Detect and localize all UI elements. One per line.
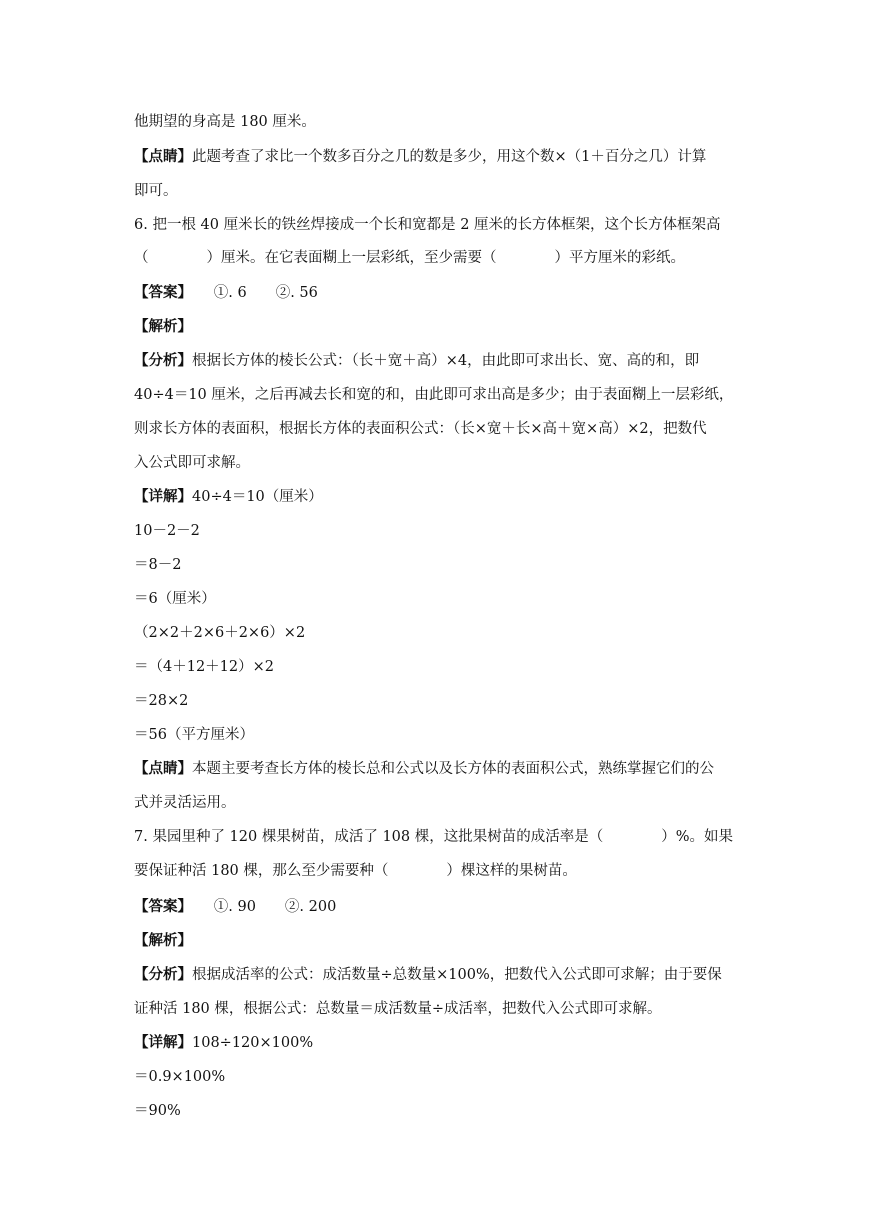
question-line <box>134 827 744 847</box>
answer-line <box>134 283 744 303</box>
math-line <box>134 1067 744 1087</box>
section-label: 【点睛】 <box>134 760 192 777</box>
line-text: ＝8－2 <box>134 557 182 573</box>
section-label: 【答案】 <box>134 284 185 301</box>
text-line <box>134 419 744 439</box>
line-text: ＝6（厘米） <box>134 591 216 607</box>
section-label: 【答案】 <box>134 898 185 915</box>
line-text: 本题主要考查长方体的棱长总和公式以及长方体的表面积公式，熟练掌握它们的公 <box>192 761 714 777</box>
line-text: 7. 果园里种了 120 棵果树苗，成活了 108 棵，这批果树苗的成活率是（ ）%。如果 <box>134 829 734 845</box>
line-text: ＝（4＋12＋12）×2 <box>134 659 275 675</box>
line-text: 根据长方体的棱长公式：（长＋宽＋高）×4，由此即可求出长、宽、高的和，即 <box>192 353 700 369</box>
line-text: 即可。 <box>134 183 178 199</box>
math-line <box>134 555 744 575</box>
section-label: 【详解】 <box>134 488 192 505</box>
question-line <box>134 248 744 268</box>
line-text: 6. 把一根 40 厘米长的铁丝焊接成一个长和宽都是 2 厘米的长方体框架，这个长方体框架高 <box>134 217 721 233</box>
question-line <box>134 215 744 235</box>
line-text: ＝90% <box>134 1103 181 1119</box>
line-text: 证种活 180 棵，根据公式：总数量＝成活数量÷成活率，把数代入公式即可求解。 <box>134 1001 662 1017</box>
text-line <box>134 351 744 371</box>
section-label: 【分析】 <box>134 966 192 983</box>
math-line <box>134 725 744 745</box>
line-text: 根据成活率的公式：成活数量÷总数量×100%，把数代入公式即可求解；由于要保 <box>192 967 722 983</box>
math-line <box>134 657 744 677</box>
line-text: （2×2＋2×6＋2×6）×2 <box>134 625 306 641</box>
section-label: 【分析】 <box>134 352 192 369</box>
line-text: （ ）厘米。在它表面糊上一层彩纸，至少需要（ ）平方厘米的彩纸。 <box>134 250 685 266</box>
text-line <box>134 385 744 405</box>
text-line <box>134 931 744 951</box>
line-text: 108÷120×100% <box>192 1035 314 1051</box>
text-line <box>134 181 744 201</box>
line-text: ＝56（平方厘米） <box>134 727 254 743</box>
line-text: 10－2－2 <box>134 523 200 539</box>
line-text: 此题考查了求比一个数多百分之几的数是多少，用这个数×（1＋百分之几）计算 <box>192 149 707 165</box>
line-text: 入公式即可求解。 <box>134 455 250 471</box>
line-text: 要保证种活 180 棵，那么至少需要种（ ）棵这样的果树苗。 <box>134 863 577 879</box>
text-line <box>134 317 744 337</box>
text-line <box>134 965 744 985</box>
line-text: 他期望的身高是 180 厘米。 <box>134 114 316 130</box>
math-line <box>134 1101 744 1121</box>
answer-line <box>134 897 744 917</box>
text-line <box>134 112 744 132</box>
section-label: 【解析】 <box>134 932 192 949</box>
text-line <box>134 147 744 167</box>
line-text: 则求长方体的表面积，根据长方体的表面积公式：（长×宽＋长×高＋宽×高）×2，把数代 <box>134 421 707 437</box>
math-line <box>134 691 744 711</box>
section-label: 【点睛】 <box>134 148 192 165</box>
text-line <box>134 1033 744 1053</box>
line-text: 式并灵活运用。 <box>134 795 236 811</box>
text-line <box>134 759 744 779</box>
line-text: ①. 6 ②. 56 <box>184 285 318 301</box>
line-text: 40÷4＝10 厘米，之后再减去长和宽的和，由此即可求出高是多少；由于表面糊上一层彩纸， <box>134 387 734 403</box>
text-line <box>134 999 744 1019</box>
text-line <box>134 793 744 813</box>
section-label: 【详解】 <box>134 1034 192 1051</box>
math-line <box>134 623 744 643</box>
text-line <box>134 453 744 473</box>
line-text: ＝0.9×100% <box>134 1069 226 1085</box>
math-line <box>134 589 744 609</box>
question-line <box>134 861 744 881</box>
line-text: ①. 90 ②. 200 <box>184 899 337 915</box>
section-label: 【解析】 <box>134 318 192 335</box>
line-text: ＝28×2 <box>134 693 189 709</box>
line-text: 40÷4＝10（厘米） <box>192 489 323 505</box>
text-line <box>134 487 744 507</box>
math-line <box>134 521 744 541</box>
